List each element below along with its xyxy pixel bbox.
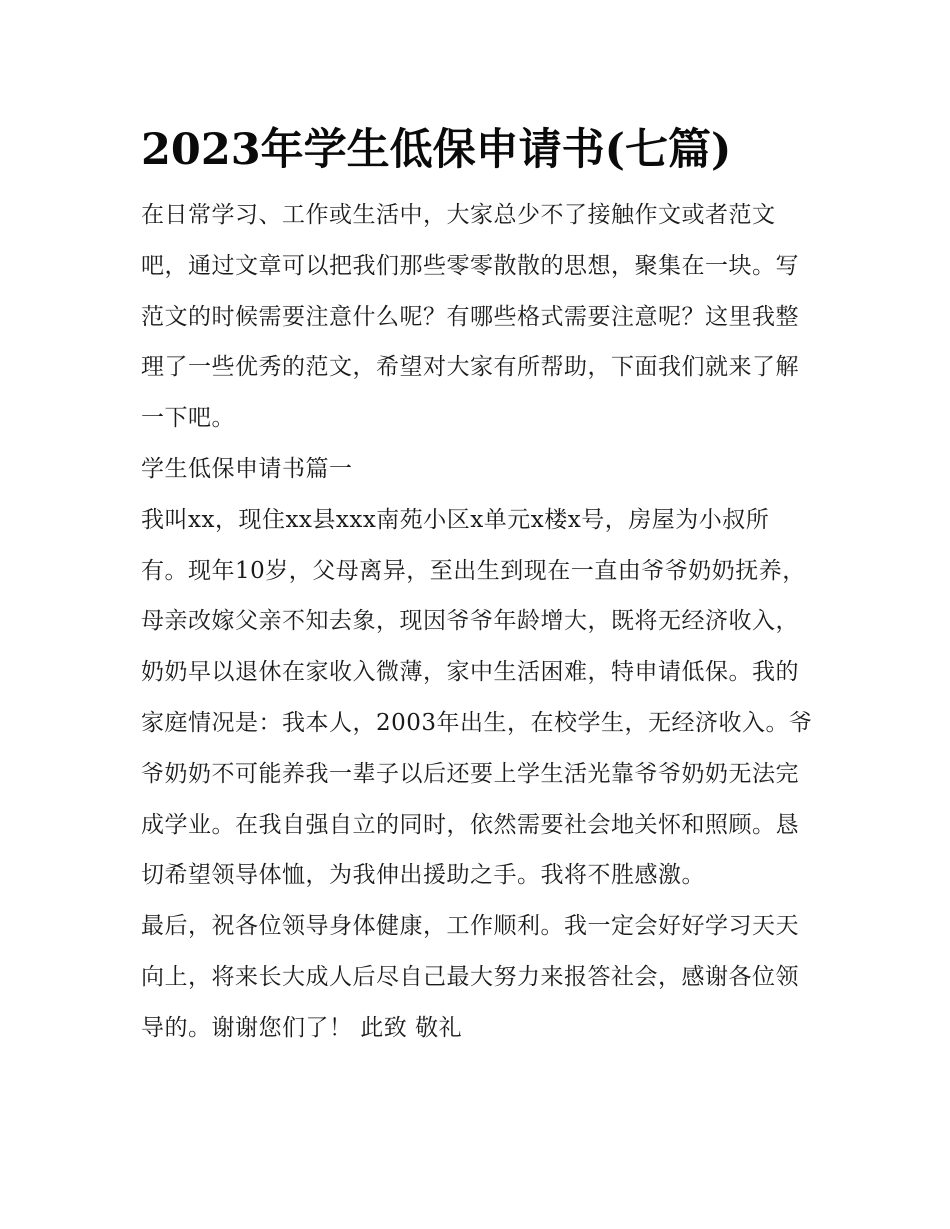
intro-paragraph: 在日常学习、工作或生活中，大家总少不了接触作文或者范文吧，通过文章可以把我们那些零零散散的思想，聚集在一块。写范文的时候需要注意什么呢？有哪些格式需要注意呢？这里我整理了一些优秀的范文，希望对大家有所帮助，下面我们就来了解一下吧。 bbox=[141, 202, 799, 432]
closing-paragraph: 最后，祝各位领导身体健康，工作顺利。我一定会好好学习天天向上，将来长大成人后尽自己最大努力来报答社会，感谢各位领导的。谢谢您们了！ 此致 敬礼 bbox=[141, 913, 799, 1041]
section-heading: 学生低保申请书篇一 bbox=[141, 455, 353, 482]
body-paragraph: 我叫xx，现住xx县xxx南苑小区x单元x楼x号，房屋为小叔所有。现年10岁，父母离异，至出生到现在一直由爷爷奶奶抚养，母亲改嫁父亲不知去象，现因爷爷年龄增大，既将无经济收入，奶奶早以退休在家收入微薄，家中生活困难，特申请低保。我的家庭情况是：我本人，2003年出生，在校学生，无经济收入。爷爷奶奶不可能养我一辈子以后还要上学生活光靠爷爷奶奶无法完成学业。在我自强自立的同时，依然需要社会地关怀和照顾。恳切希望领导体恤，为我伸出援助之手。我将不胜感激。 bbox=[141, 506, 813, 889]
document-content bbox=[141, 118, 813, 1054]
document-title: 2023年学生低保申请书(七篇) bbox=[141, 125, 732, 175]
